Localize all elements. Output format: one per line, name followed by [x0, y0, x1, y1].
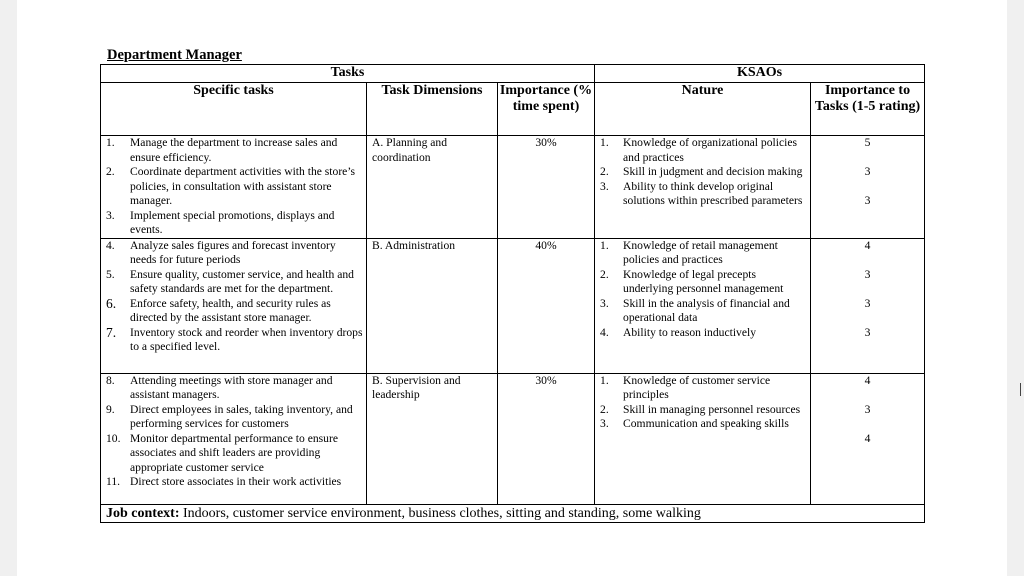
rating-value: 3: [864, 296, 871, 310]
rating-value: 3: [864, 325, 871, 339]
task-item: 10. Monitor departmental performance to ensure associates and shift leaders are providing appropriate customer service: [106, 431, 338, 474]
task-dimension-cell: B. Administration: [367, 238, 498, 373]
job-context-cell: [101, 504, 925, 522]
task-item: 5. Ensure quality, customer service, and health and safety standards are met for the department.: [106, 267, 354, 295]
document-title: Department Manager: [107, 47, 242, 63]
task-item: 11. Direct store associates in their work activities: [106, 475, 342, 488]
ksao-item: 2. Skill in judgment and decision making: [600, 165, 803, 178]
text-cursor-icon: [1020, 383, 1021, 396]
ksao-item: 2. Knowledge of legal precepts underlying personnel management: [600, 267, 784, 295]
task-item: 3. Implement special promotions, displays and events.: [106, 208, 335, 236]
job-context-row: [101, 504, 925, 522]
column-header-row: [101, 83, 925, 136]
importance-tasks-header: Importance to Tasks (1-5 rating): [811, 83, 925, 136]
rating-cell: [811, 238, 925, 373]
nature-cell: [595, 373, 811, 504]
nature-cell: [595, 238, 811, 373]
job-context-label: Job context:: [106, 505, 180, 521]
rating-value: 3: [864, 165, 871, 178]
importance-cell: 30%: [498, 373, 595, 504]
ksao-item: 3. Communication and speaking skills: [600, 417, 789, 430]
task-item: 6. Enforce safety, health, and security rules as directed by the assistant store manager.: [106, 295, 331, 324]
task-item: 2. Coordinate department activities with the store’s policies, in consultation with assistant store manager.: [106, 165, 356, 207]
job-analysis-table: [100, 64, 925, 523]
ksao-item: 1. Knowledge of organizational policies and practices: [600, 136, 797, 164]
ksao-item: 4. Ability to reason inductively: [600, 325, 756, 339]
table-row: [101, 373, 925, 504]
task-item: 7. Inventory stock and reorder when inventory drops to a specified level.: [106, 324, 363, 353]
table-row: [101, 136, 925, 239]
rating-value: 3: [864, 194, 871, 207]
rating-value: 4: [864, 238, 871, 252]
task-item: 9. Direct employees in sales, taking inventory, and performing services for customers: [106, 402, 353, 430]
table-row: [101, 238, 925, 373]
importance-cell: 40%: [498, 238, 595, 373]
rating-cell: [811, 136, 925, 239]
ksao-item: 3. Ability to think develop original solutions within prescribed parameters: [600, 179, 803, 207]
tasks-group-header: Tasks: [101, 65, 595, 83]
rating-cell: [811, 373, 925, 504]
rating-value: 3: [864, 402, 871, 416]
task-dimension-cell: A. Planning and coordination: [367, 136, 498, 239]
specific-tasks-cell: [101, 136, 367, 239]
ksao-item: 3. Skill in the analysis of financial and operational data: [600, 296, 790, 324]
task-item: 1. Manage the department to increase sales and ensure efficiency.: [106, 136, 338, 164]
group-header-row: [101, 65, 925, 83]
ksao-item: 1. Knowledge of retail management policies and practices: [600, 238, 778, 266]
nature-header: Nature: [595, 83, 811, 136]
ksaos-group-header: KSAOs: [595, 65, 925, 83]
specific-tasks-cell: [101, 238, 367, 373]
importance-cell: 30%: [498, 136, 595, 239]
ksao-item: 1. Knowledge of customer service principles: [600, 373, 771, 401]
job-context-text: Indoors, customer service environment, business clothes, sitting and standing, some walking: [179, 505, 701, 521]
specific-tasks-cell: [101, 373, 367, 504]
task-item: 8. Attending meetings with store manager and assistant managers.: [106, 373, 333, 401]
specific-tasks-header: Specific tasks: [101, 83, 367, 136]
task-dimensions-header: Task Dimensions: [367, 83, 498, 136]
importance-time-header: Importance (% time spent): [498, 83, 595, 136]
ksao-item: 2. Skill in managing personnel resources: [600, 402, 801, 416]
rating-value: 4: [864, 373, 871, 387]
task-item: 4. Analyze sales figures and forecast inventory needs for future periods: [106, 238, 336, 266]
rating-value: 4: [864, 431, 871, 445]
task-dimension-cell: B. Supervision and leadership: [367, 373, 498, 504]
rating-value: 5: [864, 136, 871, 149]
nature-cell: [595, 136, 811, 239]
rating-value: 3: [864, 267, 871, 281]
